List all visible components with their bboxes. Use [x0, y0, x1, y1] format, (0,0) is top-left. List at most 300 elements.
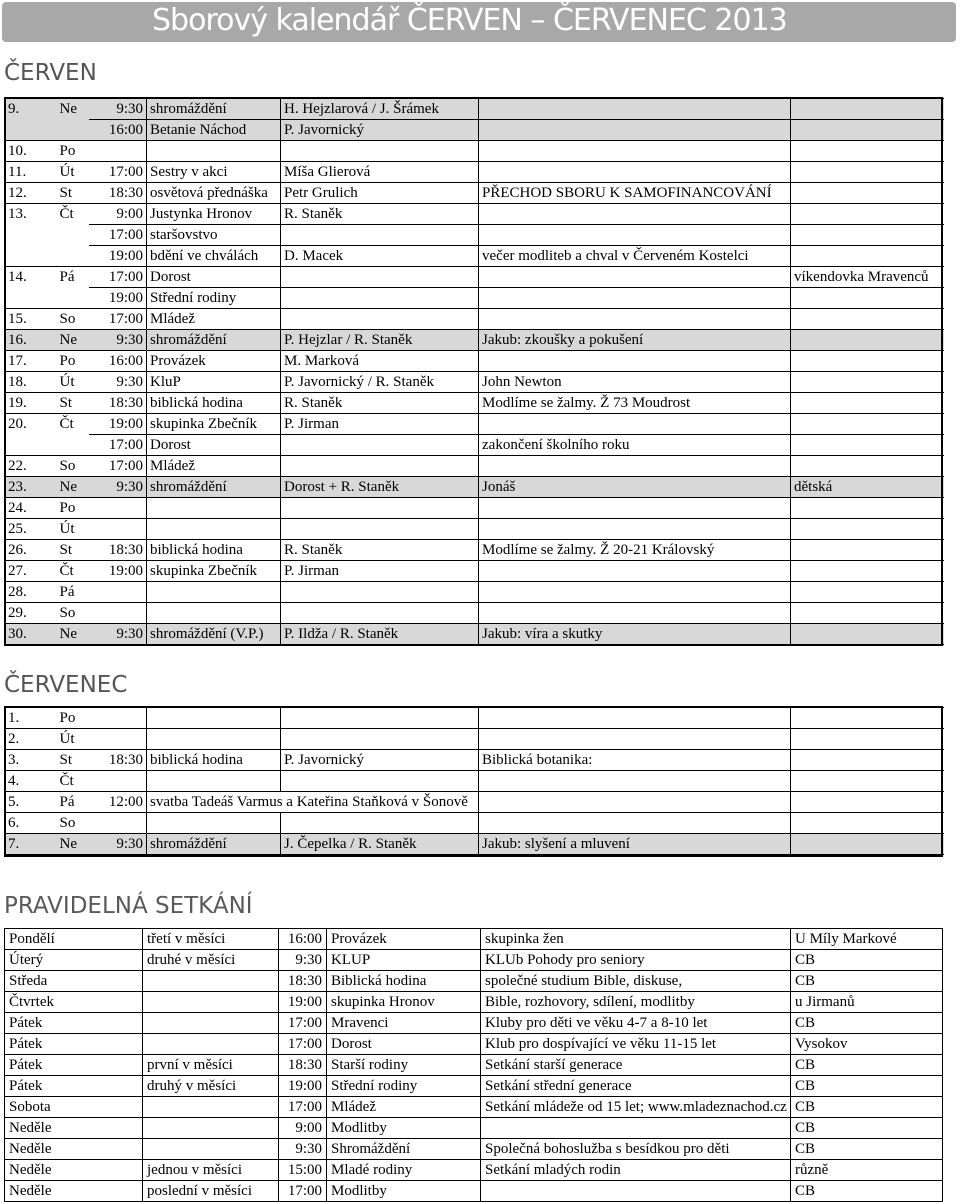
- day-number: 14.: [5, 267, 57, 288]
- event-time: 12:00: [89, 792, 147, 813]
- meeting-name: Modlitby: [327, 1118, 481, 1139]
- day-number: 17.: [5, 351, 57, 372]
- event-name: biblická hodina: [147, 393, 281, 414]
- event-name: [147, 141, 281, 162]
- event-time: [89, 603, 147, 624]
- event-name: [147, 708, 281, 729]
- event-note: [479, 414, 791, 435]
- meeting-day: Pátek: [5, 1034, 143, 1055]
- meeting-description: Společná bohoslužba s besídkou pro děti: [481, 1139, 791, 1160]
- june-calendar-table: [4, 98, 944, 645]
- event-person: [281, 267, 479, 288]
- meeting-row: [5, 992, 943, 1013]
- calendar-row: [5, 267, 944, 288]
- event-extra: víkendovka Mravenců: [791, 267, 944, 288]
- calendar-row: [5, 204, 944, 225]
- event-extra: [791, 834, 944, 855]
- event-person: [281, 225, 479, 246]
- meeting-row: [5, 950, 943, 971]
- meeting-frequency: jednou v měsíci: [143, 1160, 279, 1181]
- event-note: [479, 582, 791, 603]
- meeting-frequency: třetí v měsíci: [143, 929, 279, 950]
- weekday: Po: [57, 141, 89, 162]
- meeting-day: Pátek: [5, 1076, 143, 1097]
- calendar-row: [5, 225, 944, 246]
- day-number: 20.: [5, 414, 57, 435]
- event-name: Sestry v akci: [147, 162, 281, 183]
- event-name: Dorost: [147, 435, 281, 456]
- event-time: 19:00: [89, 561, 147, 582]
- event-note: [479, 225, 791, 246]
- meeting-place: CB: [791, 1055, 943, 1076]
- event-name: [147, 582, 281, 603]
- regular-heading: PRAVIDELNÁ SETKÁNÍ: [4, 893, 253, 919]
- event-note: [479, 120, 791, 141]
- meeting-description: [481, 1118, 791, 1139]
- event-extra: [791, 435, 944, 456]
- event-note: [479, 162, 791, 183]
- event-name: biblická hodina: [147, 750, 281, 771]
- meeting-day: Pátek: [5, 1013, 143, 1034]
- calendar-row: [5, 120, 944, 141]
- event-extra: [791, 582, 944, 603]
- event-extra: [791, 813, 944, 834]
- meeting-description: Setkání mládeže od 15 let; www.mladeznachod.cz: [481, 1097, 791, 1118]
- event-note: [479, 561, 791, 582]
- event-note: [479, 351, 791, 372]
- day-number: 12.: [5, 183, 57, 204]
- event-note: [479, 204, 791, 225]
- meeting-place: CB: [791, 1013, 943, 1034]
- weekday: Pá: [57, 792, 89, 813]
- meeting-day: Středa: [5, 971, 143, 992]
- event-time: 19:00: [89, 288, 147, 309]
- event-time: 9:30: [89, 834, 147, 855]
- weekday: Čt: [57, 561, 89, 582]
- calendar-row: [5, 330, 944, 351]
- calendar-row: [5, 624, 944, 645]
- event-name: Justynka Hronov: [147, 204, 281, 225]
- meeting-frequency: [143, 1034, 279, 1055]
- event-extra: [791, 351, 944, 372]
- event-name: Provázek: [147, 351, 281, 372]
- meeting-row: [5, 1055, 943, 1076]
- event-person: P. Ildža / R. Staněk: [281, 624, 479, 645]
- event-name: shromáždění: [147, 330, 281, 351]
- regular-meetings-table: [4, 928, 943, 1202]
- weekday: Pá: [57, 267, 89, 288]
- day-number: 18.: [5, 372, 57, 393]
- calendar-row: [5, 498, 944, 519]
- event-time: [89, 771, 147, 792]
- meeting-description: Setkání střední generace: [481, 1076, 791, 1097]
- event-extra: [791, 141, 944, 162]
- event-person: P. Javornický: [281, 750, 479, 771]
- calendar-row: [5, 393, 944, 414]
- meeting-frequency: [143, 971, 279, 992]
- july-heading: ČERVENEC: [4, 672, 128, 698]
- event-note: [479, 288, 791, 309]
- calendar-row: [5, 141, 944, 162]
- meeting-name: KLUP: [327, 950, 481, 971]
- event-note: Jakub: slyšení a mluvení: [479, 834, 791, 855]
- event-person: M. Marková: [281, 351, 479, 372]
- meeting-description: skupinka žen: [481, 929, 791, 950]
- event-note: [479, 708, 791, 729]
- weekday: Ne: [57, 330, 89, 351]
- meeting-time: 18:30: [279, 971, 327, 992]
- event-person: D. Macek: [281, 246, 479, 267]
- day-number: 16.: [5, 330, 57, 351]
- meeting-place: CB: [791, 1118, 943, 1139]
- event-person: R. Staněk: [281, 540, 479, 561]
- event-extra: [791, 771, 944, 792]
- event-note: [479, 771, 791, 792]
- event-person: [281, 708, 479, 729]
- day-number: 19.: [5, 393, 57, 414]
- event-person: J. Čepelka / R. Staněk: [281, 834, 479, 855]
- day-number: 7.: [5, 834, 57, 855]
- meeting-day: Pátek: [5, 1055, 143, 1076]
- meeting-row: [5, 1076, 943, 1097]
- meeting-day: Úterý: [5, 950, 143, 971]
- event-extra: [791, 393, 944, 414]
- meeting-frequency: [143, 1118, 279, 1139]
- july-calendar-table: [4, 707, 944, 855]
- event-time: [89, 708, 147, 729]
- weekday: [57, 120, 89, 141]
- event-note: [479, 603, 791, 624]
- event-person: H. Hejzlarová / J. Šrámek: [281, 99, 479, 120]
- day-number: 26.: [5, 540, 57, 561]
- event-time: 18:30: [89, 183, 147, 204]
- event-time: 17:00: [89, 267, 147, 288]
- day-number: 2.: [5, 729, 57, 750]
- day-number: 30.: [5, 624, 57, 645]
- event-note: John Newton: [479, 372, 791, 393]
- event-name: skupinka Zbečník: [147, 561, 281, 582]
- meeting-row: [5, 1118, 943, 1139]
- weekday: St: [57, 393, 89, 414]
- weekday: St: [57, 183, 89, 204]
- calendar-row: [5, 603, 944, 624]
- weekday: [57, 435, 89, 456]
- event-time: [89, 519, 147, 540]
- event-extra: dětská: [791, 477, 944, 498]
- calendar-row: [5, 729, 944, 750]
- event-time: 18:30: [89, 540, 147, 561]
- event-person: [281, 519, 479, 540]
- event-person: [281, 309, 479, 330]
- day-number: 27.: [5, 561, 57, 582]
- event-extra: [791, 456, 944, 477]
- meeting-row: [5, 971, 943, 992]
- event-name: Střední rodiny: [147, 288, 281, 309]
- event-time: 9:30: [89, 477, 147, 498]
- day-number: [5, 246, 57, 267]
- event-extra: [791, 561, 944, 582]
- event-extra: [791, 99, 944, 120]
- calendar-row: [5, 750, 944, 771]
- event-time: [89, 498, 147, 519]
- event-name: bdění ve chválách: [147, 246, 281, 267]
- weekday: So: [57, 456, 89, 477]
- event-person: Dorost + R. Staněk: [281, 477, 479, 498]
- meeting-frequency: [143, 1097, 279, 1118]
- day-number: [5, 435, 57, 456]
- event-person: [281, 582, 479, 603]
- meeting-row: [5, 1160, 943, 1181]
- calendar-row: [5, 183, 944, 204]
- event-name: shromáždění: [147, 477, 281, 498]
- event-person: [281, 141, 479, 162]
- event-extra: [791, 288, 944, 309]
- calendar-row: [5, 288, 944, 309]
- day-number: 11.: [5, 162, 57, 183]
- meeting-day: Neděle: [5, 1181, 143, 1202]
- event-person: P. Jirman: [281, 414, 479, 435]
- event-note: [479, 729, 791, 750]
- day-number: 5.: [5, 792, 57, 813]
- event-note: [479, 792, 791, 813]
- event-name: KluP: [147, 372, 281, 393]
- event-name: skupinka Zbečník: [147, 414, 281, 435]
- weekday: So: [57, 813, 89, 834]
- event-time: 18:30: [89, 393, 147, 414]
- weekday: Čt: [57, 414, 89, 435]
- event-extra: [791, 750, 944, 771]
- event-extra: [791, 624, 944, 645]
- day-number: [5, 225, 57, 246]
- event-note: [479, 519, 791, 540]
- event-note: [479, 309, 791, 330]
- meeting-day: Neděle: [5, 1139, 143, 1160]
- meeting-place: Vysokov: [791, 1034, 943, 1055]
- meeting-frequency: [143, 992, 279, 1013]
- event-time: 17:00: [89, 225, 147, 246]
- weekday: St: [57, 750, 89, 771]
- meeting-name: skupinka Hronov: [327, 992, 481, 1013]
- event-note: Jonáš: [479, 477, 791, 498]
- day-number: 4.: [5, 771, 57, 792]
- weekday: Po: [57, 498, 89, 519]
- event-time: 9:30: [89, 372, 147, 393]
- event-name: shromáždění (V.P.): [147, 624, 281, 645]
- day-number: 15.: [5, 309, 57, 330]
- day-number: [5, 288, 57, 309]
- event-note: večer modliteb a chval v Červeném Kostelci: [479, 246, 791, 267]
- meeting-row: [5, 1181, 943, 1202]
- event-time: 16:00: [89, 351, 147, 372]
- event-note: Modlíme se žalmy. Ž 20-21 Královský: [479, 540, 791, 561]
- event-name: Dorost: [147, 267, 281, 288]
- meeting-frequency: první v měsíci: [143, 1055, 279, 1076]
- day-number: 25.: [5, 519, 57, 540]
- event-time: [89, 729, 147, 750]
- event-time: [89, 582, 147, 603]
- meeting-frequency: druhý v měsíci: [143, 1076, 279, 1097]
- weekday: Ne: [57, 99, 89, 120]
- meeting-description: Bible, rozhovory, sdílení, modlitby: [481, 992, 791, 1013]
- event-person: P. Javornický: [281, 120, 479, 141]
- meeting-time: 19:00: [279, 992, 327, 1013]
- meeting-time: 17:00: [279, 1034, 327, 1055]
- meeting-row: [5, 929, 943, 950]
- event-extra: [791, 498, 944, 519]
- june-heading: ČERVEN: [4, 60, 97, 86]
- day-number: 6.: [5, 813, 57, 834]
- event-person: [281, 603, 479, 624]
- weekday: Ne: [57, 624, 89, 645]
- meeting-time: 9:30: [279, 950, 327, 971]
- meeting-place: U Míly Markové: [791, 929, 943, 950]
- day-number: 29.: [5, 603, 57, 624]
- event-extra: [791, 708, 944, 729]
- meeting-day: Čtvrtek: [5, 992, 143, 1013]
- calendar-row: [5, 162, 944, 183]
- meeting-place: různě: [791, 1160, 943, 1181]
- calendar-row: [5, 708, 944, 729]
- meeting-name: Shromáždění: [327, 1139, 481, 1160]
- event-extra: [791, 414, 944, 435]
- calendar-row: [5, 834, 944, 855]
- meeting-row: [5, 1139, 943, 1160]
- meeting-frequency: [143, 1139, 279, 1160]
- event-name: shromáždění: [147, 99, 281, 120]
- event-extra: [791, 225, 944, 246]
- event-name: [147, 603, 281, 624]
- event-extra: [791, 330, 944, 351]
- event-name: shromáždění: [147, 834, 281, 855]
- event-person: [281, 456, 479, 477]
- event-note: Modlíme se žalmy. Ž 73 Moudrost: [479, 393, 791, 414]
- meeting-day: Pondělí: [5, 929, 143, 950]
- calendar-row: [5, 561, 944, 582]
- calendar-row: [5, 477, 944, 498]
- event-person: [281, 729, 479, 750]
- weekday: Čt: [57, 771, 89, 792]
- meeting-place: CB: [791, 971, 943, 992]
- event-person: R. Staněk: [281, 204, 479, 225]
- meeting-day: Neděle: [5, 1118, 143, 1139]
- calendar-row: [5, 813, 944, 834]
- event-time: 18:30: [89, 750, 147, 771]
- meeting-name: Biblická hodina: [327, 971, 481, 992]
- event-extra: [791, 519, 944, 540]
- event-extra: [791, 162, 944, 183]
- meeting-description: [481, 1181, 791, 1202]
- calendar-row: [5, 435, 944, 456]
- event-person: P. Jirman: [281, 561, 479, 582]
- weekday: Út: [57, 162, 89, 183]
- day-number: 3.: [5, 750, 57, 771]
- event-note: [479, 813, 791, 834]
- calendar-row: [5, 582, 944, 603]
- event-extra: [791, 204, 944, 225]
- meeting-place: CB: [791, 1097, 943, 1118]
- weekday: [57, 288, 89, 309]
- event-name: [147, 813, 281, 834]
- day-number: 10.: [5, 141, 57, 162]
- event-name: Mládež: [147, 309, 281, 330]
- event-time: 17:00: [89, 162, 147, 183]
- meeting-name: Mladé rodiny: [327, 1160, 481, 1181]
- meeting-time: 17:00: [279, 1181, 327, 1202]
- event-person: P. Hejzlar / R. Staněk: [281, 330, 479, 351]
- event-extra: [791, 540, 944, 561]
- event-extra: [791, 183, 944, 204]
- meeting-name: Mravenci: [327, 1013, 481, 1034]
- meeting-description: Setkání mladých rodin: [481, 1160, 791, 1181]
- event-note: Jakub: zkoušky a pokušení: [479, 330, 791, 351]
- meeting-frequency: druhé v měsíci: [143, 950, 279, 971]
- day-number: 22.: [5, 456, 57, 477]
- event-name: Mládež: [147, 456, 281, 477]
- event-time: 19:00: [89, 414, 147, 435]
- event-person: [281, 498, 479, 519]
- meeting-description: společné studium Bible, diskuse,: [481, 971, 791, 992]
- calendar-row: [5, 351, 944, 372]
- event-person: [281, 771, 479, 792]
- meeting-place: CB: [791, 1076, 943, 1097]
- meeting-time: 16:00: [279, 929, 327, 950]
- meeting-time: 17:00: [279, 1013, 327, 1034]
- event-time: 9:30: [89, 99, 147, 120]
- day-number: 1.: [5, 708, 57, 729]
- event-name: svatba Tadeáš Varmus a Kateřina Staňková v Šonově: [147, 792, 479, 813]
- event-name: [147, 729, 281, 750]
- calendar-row: [5, 540, 944, 561]
- calendar-row: [5, 99, 944, 120]
- meeting-day: Sobota: [5, 1097, 143, 1118]
- weekday: Po: [57, 351, 89, 372]
- weekday: Út: [57, 372, 89, 393]
- event-note: [479, 498, 791, 519]
- weekday: Ne: [57, 477, 89, 498]
- event-extra: [791, 372, 944, 393]
- day-number: 9.: [5, 99, 57, 120]
- meeting-row: [5, 1097, 943, 1118]
- event-time: 17:00: [89, 309, 147, 330]
- meeting-frequency: [143, 1013, 279, 1034]
- event-extra: [791, 120, 944, 141]
- event-time: 17:00: [89, 435, 147, 456]
- meeting-description: Klub pro dospívající ve věku 11-15 let: [481, 1034, 791, 1055]
- event-person: Míša Glierová: [281, 162, 479, 183]
- meeting-frequency: poslední v měsíci: [143, 1181, 279, 1202]
- event-time: 9:00: [89, 204, 147, 225]
- meeting-day: Neděle: [5, 1160, 143, 1181]
- event-extra: [791, 792, 944, 813]
- event-person: Petr Grulich: [281, 183, 479, 204]
- event-note: [479, 99, 791, 120]
- event-note: zakončení školního roku: [479, 435, 791, 456]
- meeting-description: Setkání starší generace: [481, 1055, 791, 1076]
- event-note: PŘECHOD SBORU K SAMOFINANCOVÁNÍ: [479, 183, 791, 204]
- weekday: Po: [57, 708, 89, 729]
- event-extra: [791, 603, 944, 624]
- event-time: 9:30: [89, 624, 147, 645]
- weekday: Út: [57, 519, 89, 540]
- meeting-time: 19:00: [279, 1076, 327, 1097]
- page-title: Sborový kalendář ČERVEN – ČERVENEC 2013: [152, 3, 787, 38]
- calendar-row: [5, 771, 944, 792]
- event-time: 17:00: [89, 456, 147, 477]
- weekday: Út: [57, 729, 89, 750]
- calendar-row: [5, 792, 944, 813]
- meeting-row: [5, 1034, 943, 1055]
- calendar-row: [5, 414, 944, 435]
